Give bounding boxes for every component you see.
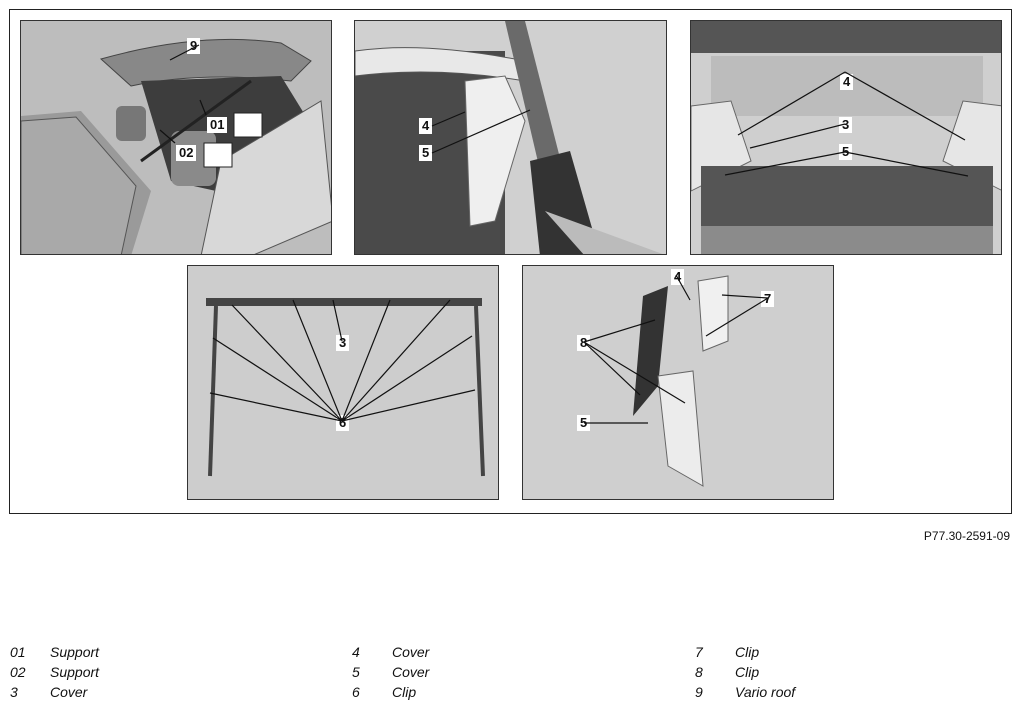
figure-reference-id: P77.30-2591-09 bbox=[923, 529, 1010, 543]
legend-number: 7 bbox=[695, 644, 703, 660]
legend-description: Clip bbox=[735, 664, 760, 680]
callout-cover-4: 4 bbox=[419, 118, 432, 134]
legend-number: 3 bbox=[10, 684, 18, 700]
callout-clip-8: 8 bbox=[577, 335, 590, 351]
legend-description: Cover bbox=[50, 684, 88, 700]
legend-description: Support bbox=[50, 644, 100, 660]
callout-support-01: 01 bbox=[207, 117, 227, 133]
callout-cover-5: 5 bbox=[419, 145, 432, 161]
legend-number: 6 bbox=[352, 684, 360, 700]
legend-description: Support bbox=[50, 664, 100, 680]
legend-number: 4 bbox=[352, 644, 360, 660]
callout-cover-3: 3 bbox=[336, 335, 349, 351]
callout-support-02: 02 bbox=[176, 145, 196, 161]
legend-description: Cover bbox=[392, 664, 430, 680]
legend-description: Clip bbox=[735, 644, 760, 660]
callout-vario-roof: 9 bbox=[187, 38, 200, 54]
callout-clip-7: 7 bbox=[761, 291, 774, 307]
legend-number: 01 bbox=[10, 644, 26, 660]
legend-number: 5 bbox=[352, 664, 360, 680]
legend-description: Cover bbox=[392, 644, 430, 660]
legend-number: 02 bbox=[10, 664, 26, 680]
legend-description: Clip bbox=[392, 684, 417, 700]
callout-cover-3: 3 bbox=[839, 117, 852, 133]
callout-cover-4: 4 bbox=[840, 74, 853, 90]
legend-number: 9 bbox=[695, 684, 703, 700]
legend-number: 8 bbox=[695, 664, 703, 680]
callout-cover-5: 5 bbox=[577, 415, 590, 431]
legend-description: Vario roof bbox=[735, 684, 796, 700]
callout-cover-5: 5 bbox=[839, 144, 852, 160]
callout-clip-6: 6 bbox=[336, 415, 349, 431]
callout-cover-4: 4 bbox=[671, 269, 684, 285]
